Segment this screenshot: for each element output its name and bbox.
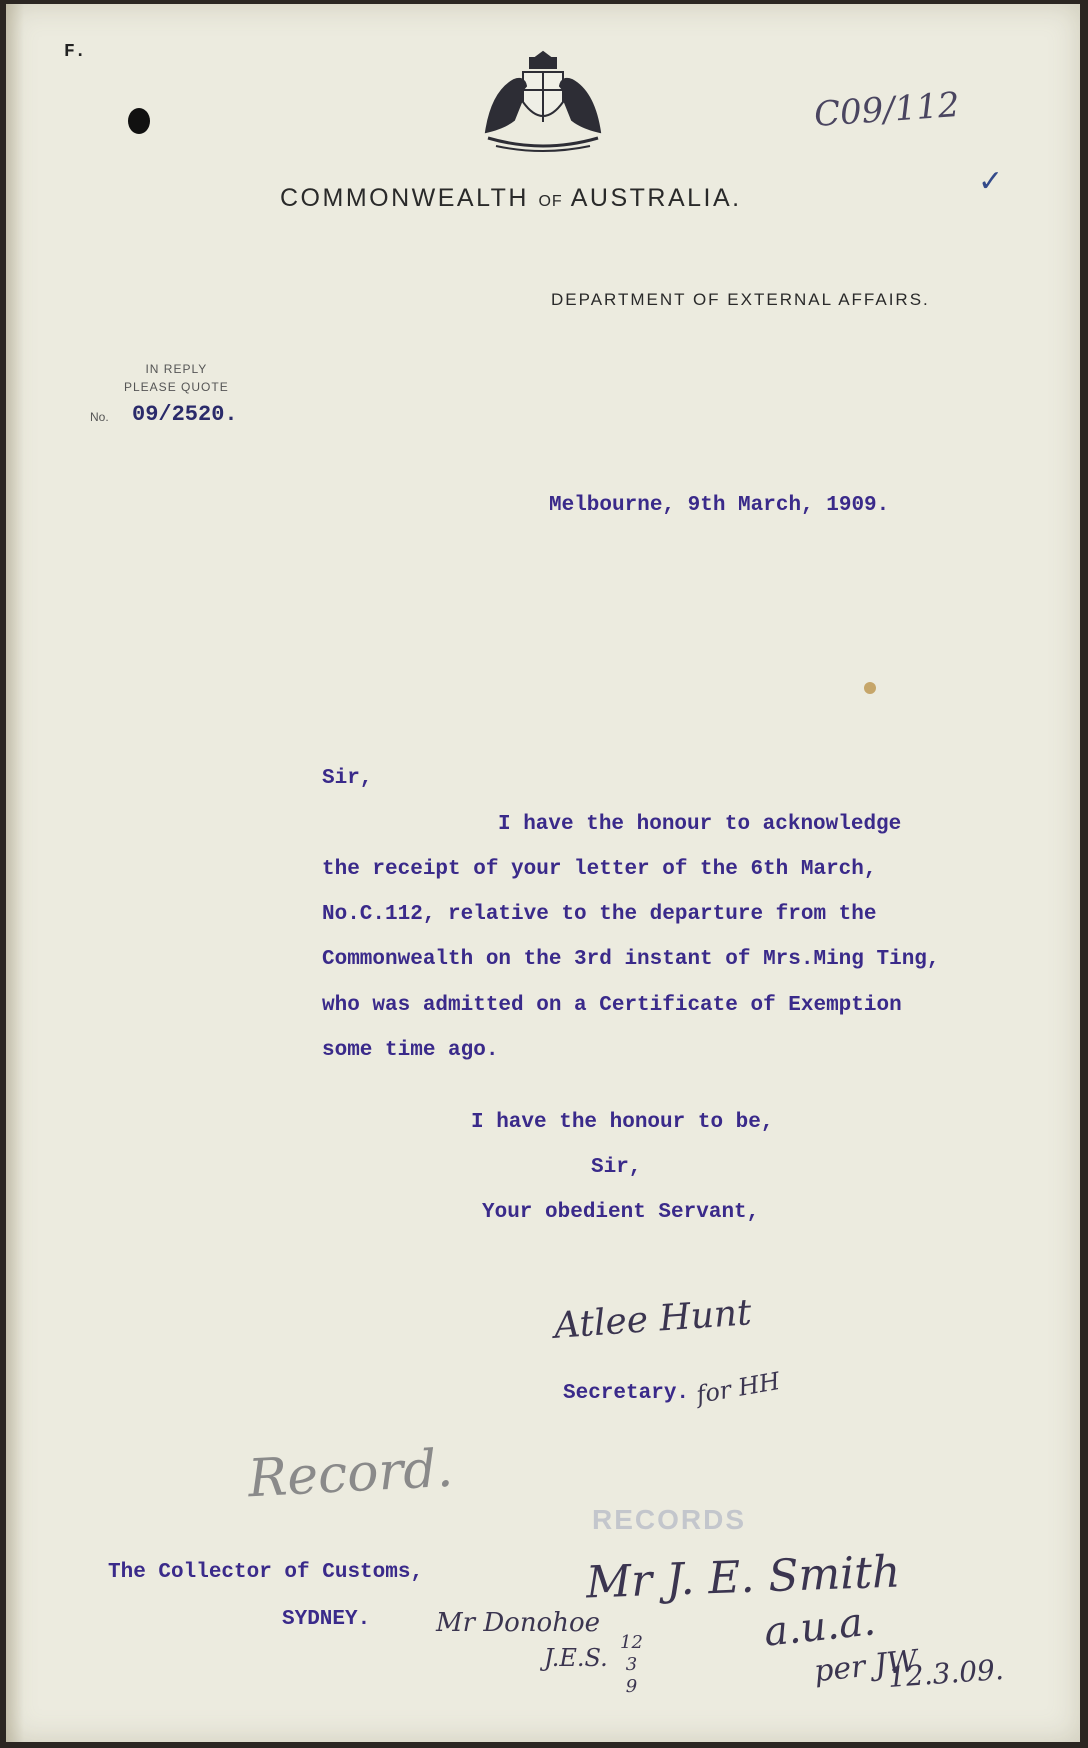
check-mark-icon: ✓ (978, 165, 1004, 198)
reply-line-2: PLEASE QUOTE (124, 380, 229, 394)
punch-hole (128, 108, 150, 134)
body-line: No.C.112, relative to the departure from the (322, 903, 877, 926)
secretary-title: Secretary. (563, 1382, 690, 1405)
handwritten-per: per JW (812, 1643, 920, 1690)
closing-line-3: Your obedient Servant, (482, 1201, 760, 1224)
fraction-top: 12 (620, 1632, 643, 1653)
handwritten-reference: C09/112 (812, 84, 961, 136)
closing-line-2: Sir, (591, 1156, 642, 1179)
reply-number: 09/2520. (132, 402, 238, 427)
title-of: OF (538, 193, 563, 210)
signature: Atlee Hunt (552, 1292, 753, 1347)
handwritten-smith: Mr J. E. Smith (585, 1546, 902, 1609)
salutation: Sir, (322, 767, 373, 790)
body-line: the receipt of your letter of the 6th March, (322, 858, 877, 881)
handwritten-initials: J.E.S. (544, 1644, 608, 1672)
reply-instructions (124, 360, 229, 396)
fraction-bottom: 9 (625, 1676, 638, 1697)
handwritten-donohoe: Mr Donohoe (436, 1608, 600, 1638)
closing-line-1: I have the honour to be, (471, 1111, 774, 1134)
body-line: who was admitted on a Certificate of Exemption (322, 994, 902, 1017)
letter-mark: F. (64, 42, 86, 62)
addressee-line-1: The Collector of Customs, (108, 1561, 424, 1584)
coat-of-arms-icon (468, 42, 618, 154)
title-commonwealth: COMMONWEALTH (280, 184, 529, 212)
department-name: DEPARTMENT OF EXTERNAL AFFAIRS. (551, 290, 930, 309)
title-australia: AUSTRALIA. (570, 184, 742, 212)
reply-line-1: IN REPLY (145, 362, 208, 376)
handwritten-date: 12.3.09. (886, 1653, 1005, 1694)
reply-no-label: No. (90, 410, 109, 424)
addressee-line-2: SYDNEY. (282, 1608, 371, 1631)
handwritten-aua: a.u.a. (761, 1598, 878, 1656)
date-line: Melbourne, 9th March, 1909. (549, 494, 890, 517)
body-line: Commonwealth on the 3rd instant of Mrs.Ming Ting, (322, 948, 940, 971)
records-stamp: RECORDS (592, 1504, 747, 1535)
handwritten-date-fraction (620, 1632, 643, 1698)
body-line: some time ago. (322, 1039, 499, 1062)
document-page (6, 4, 1080, 1742)
paper-stain (864, 682, 876, 694)
per-annotation: for HH (694, 1366, 783, 1410)
body-line: I have the honour to acknowledge (498, 813, 902, 836)
letterhead-title (280, 184, 742, 213)
pencil-record-note: Record. (246, 1438, 455, 1510)
fraction-mid: 3 (625, 1654, 638, 1675)
